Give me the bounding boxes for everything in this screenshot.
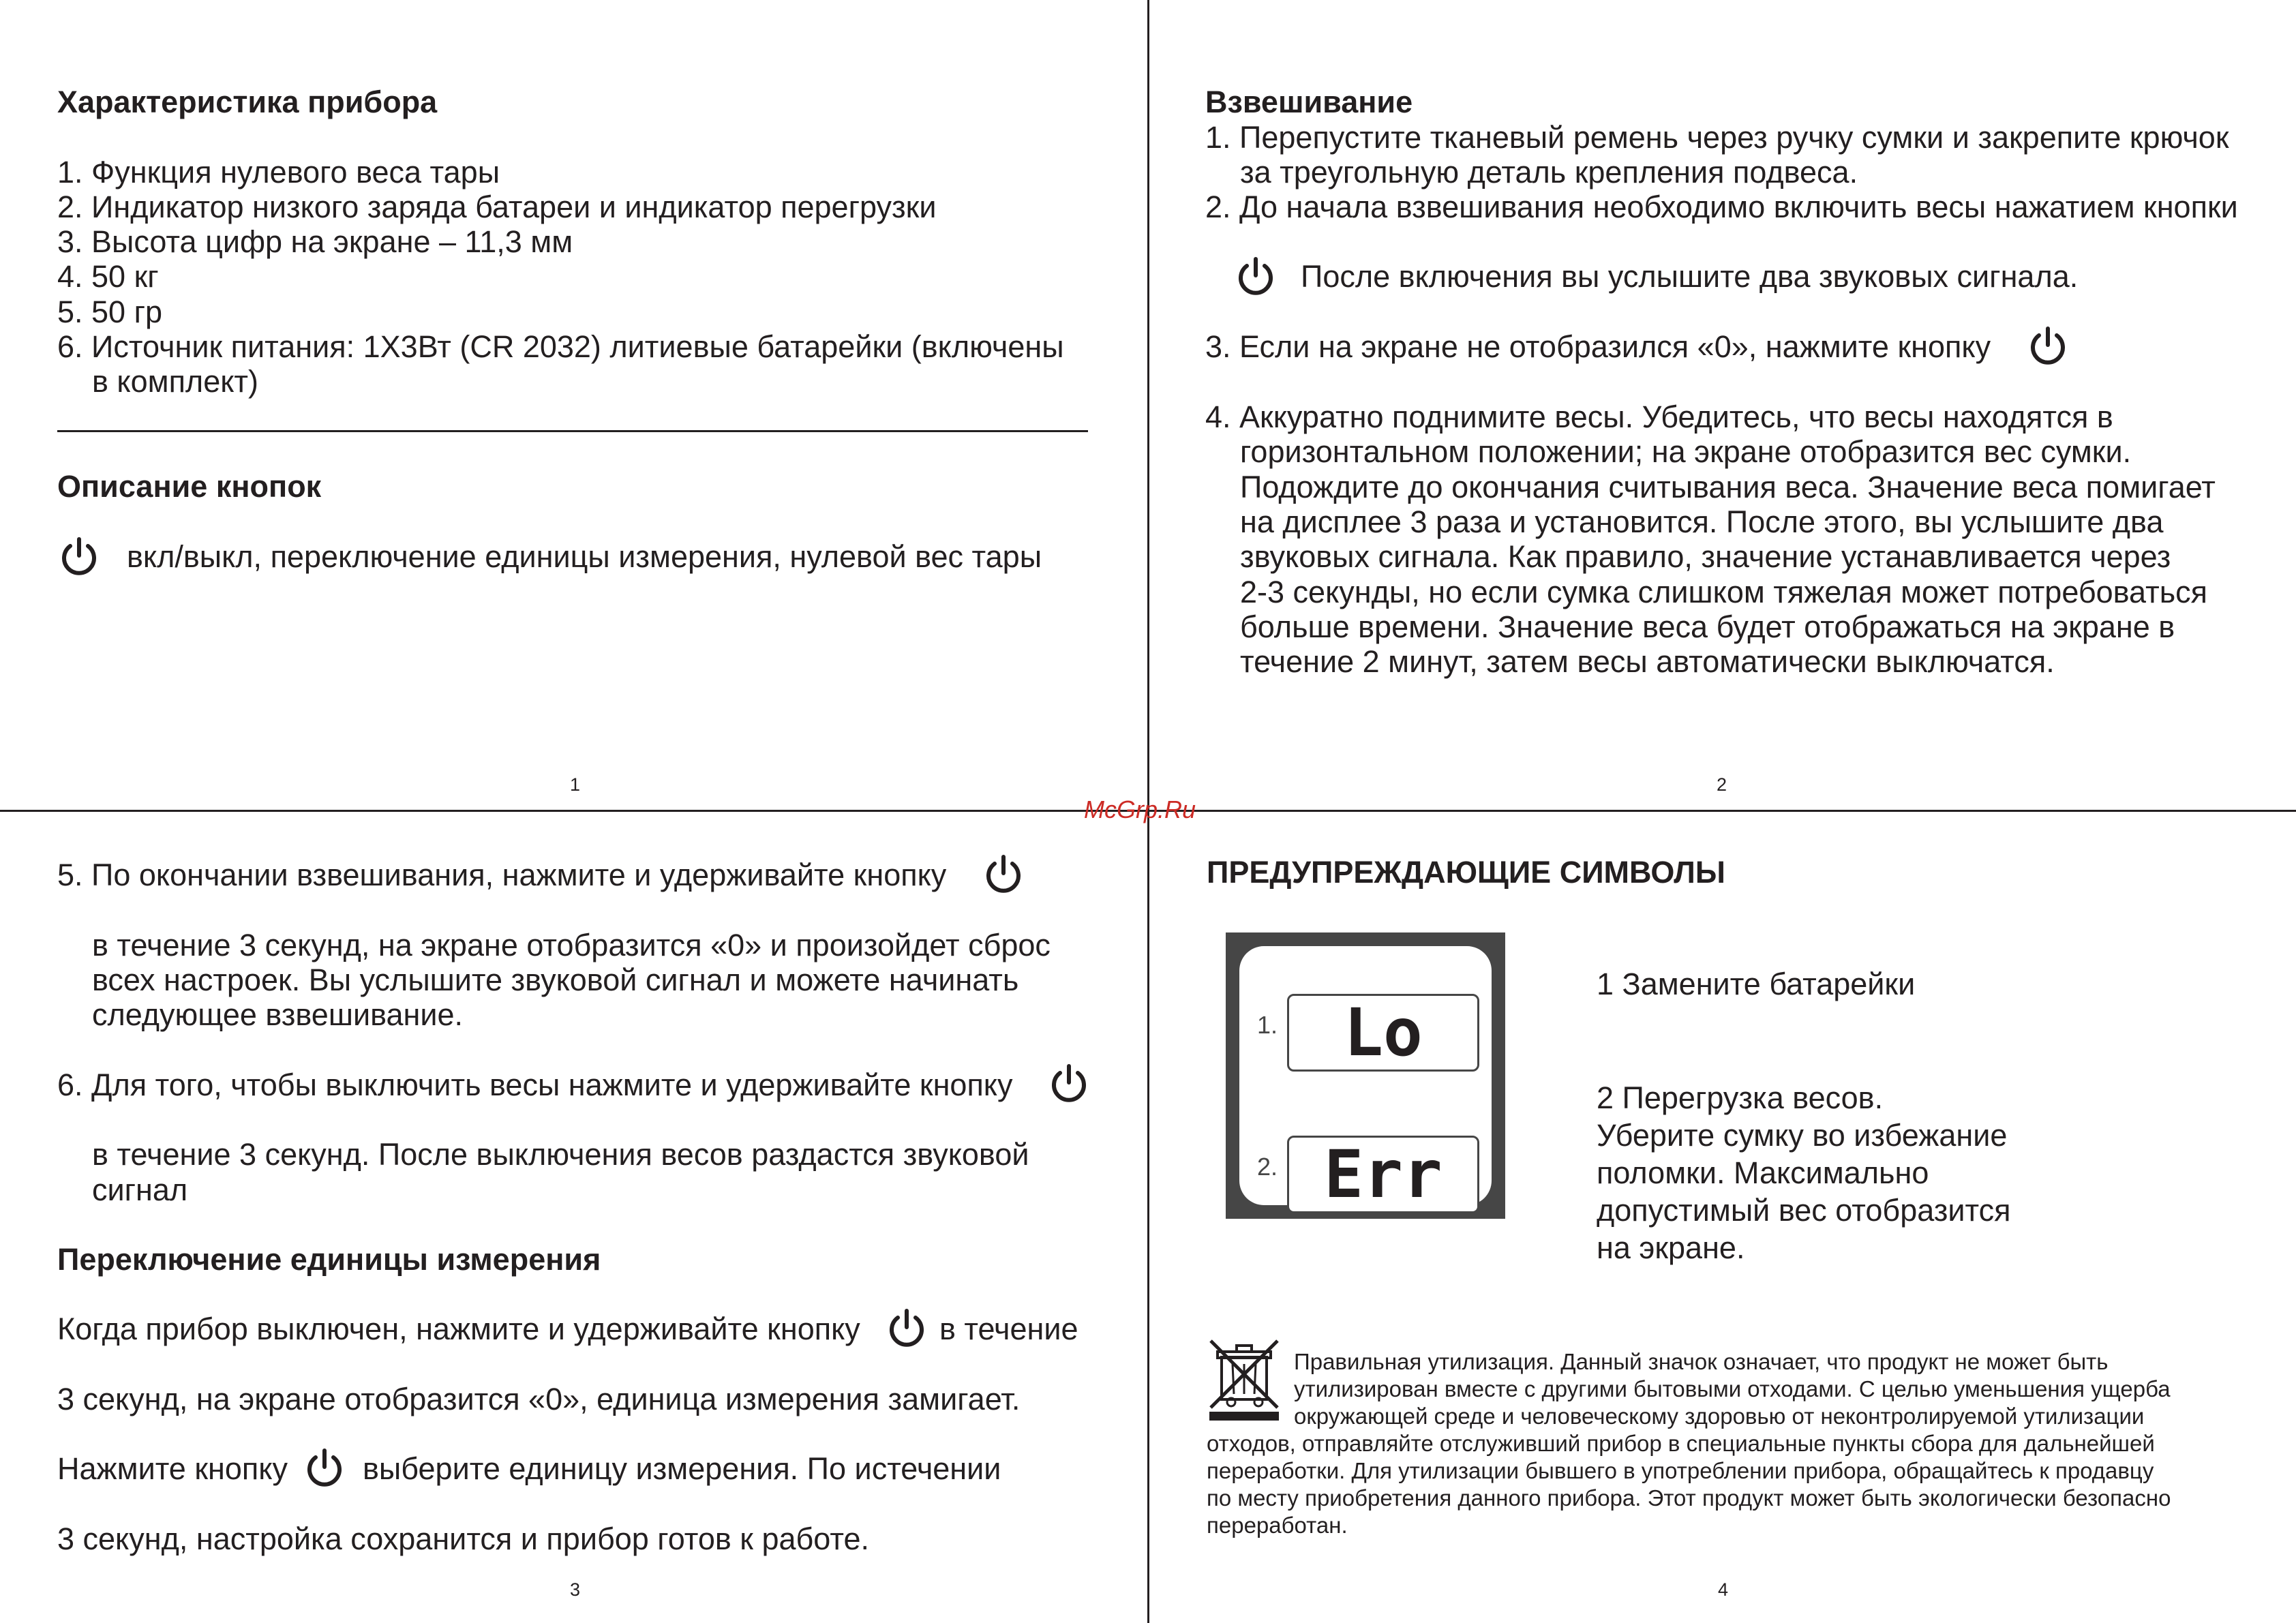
display-lo-screen bbox=[1287, 994, 1479, 1072]
display-1-number: 1. bbox=[1257, 1011, 1278, 1039]
power-icon bbox=[57, 535, 101, 579]
unit-line-4: 3 секунд, настройка сохранится и прибор готов к работе. bbox=[57, 1521, 869, 1556]
button-description: вкл/выкл, переключение единицы измерения, нулевой вес тары bbox=[127, 539, 1042, 574]
page-number-1: 1 bbox=[570, 774, 581, 795]
step-4-line-3: на дисплее 3 раза и установится. После этого, вы услышите два bbox=[1240, 504, 2164, 539]
power-icon bbox=[303, 1446, 346, 1490]
warning-2-line-5: на экране. bbox=[1597, 1230, 1745, 1265]
power-icon bbox=[885, 1307, 928, 1350]
page-number-4: 4 bbox=[1718, 1579, 1729, 1600]
unit-line-1a: Когда прибор выключен, нажмите и удерживайте кнопку bbox=[57, 1311, 860, 1346]
recycle-bin-icon bbox=[1207, 1337, 1282, 1423]
warning-2-line-3: поломки. Максимально bbox=[1597, 1155, 1929, 1190]
spec-item-6-cont: в комплект) bbox=[92, 364, 259, 399]
page-2-title: Взвешивание bbox=[1205, 85, 1413, 119]
step-4: 4. Аккуратно поднимите весы. Убедитесь, что весы находятся в bbox=[1205, 399, 2113, 434]
disposal-line-1: Правильная утилизация. Данный значок означает, что продукт не может быть bbox=[1294, 1349, 2109, 1374]
disposal-line-4: отходов, отправляйте отслуживший прибор в специальные пункты сбора для дальнейшей bbox=[1207, 1431, 2155, 1456]
power-icon bbox=[2026, 324, 2070, 368]
page-2 bbox=[1205, 0, 2269, 810]
display-2-number: 2. bbox=[1257, 1153, 1278, 1181]
step-6-line-2: сигнал bbox=[92, 1172, 188, 1207]
power-icon bbox=[982, 853, 1025, 896]
display-frame bbox=[1239, 946, 1492, 1213]
unit-line-2: 3 секунд, на экране отобразится «0», единица измерения замигает. bbox=[57, 1382, 1021, 1416]
page-4 bbox=[1207, 812, 2270, 1623]
disposal-line-7: переработан. bbox=[1207, 1513, 1348, 1538]
warning-2-line-4: допустимый вес отобразится bbox=[1597, 1193, 2011, 1228]
step-4-line-6: больше времени. Значение веса будет отображаться на экране в bbox=[1240, 609, 2175, 644]
warning-2-line-2: Уберите сумку во избежание bbox=[1597, 1118, 2008, 1153]
step-5-line-3: следующее взвешивание. bbox=[92, 997, 464, 1032]
page-3 bbox=[57, 812, 1107, 1623]
page-number-2: 2 bbox=[1717, 774, 1727, 795]
unit-line-3a: Нажмите кнопку bbox=[57, 1451, 288, 1486]
power-icon bbox=[1234, 255, 1278, 299]
step-3: 3. Если на экране не отобразился «0», нажмите кнопку bbox=[1205, 329, 1991, 364]
spec-item-1: 1. Функция нулевого веса тары bbox=[57, 155, 500, 189]
step-1: 1. Перепустите тканевый ремень через ручку сумки и закрепите крючок bbox=[1205, 120, 2229, 155]
step-4-line-2: Подождите до окончания считывания веса. Значение веса помигает bbox=[1240, 470, 2216, 504]
step-4-line-4: звуковых сигнала. Как правило, значение устанавливается через bbox=[1240, 539, 2171, 574]
spec-item-4: 4. 50 кг bbox=[57, 259, 159, 294]
section-rule bbox=[57, 430, 1088, 432]
buttons-title: Описание кнопок bbox=[57, 469, 322, 504]
unit-line-1b: в течение bbox=[939, 1311, 1078, 1346]
step-2: 2. До начала взвешивания необходимо включить весы нажатием кнопки bbox=[1205, 189, 2238, 224]
warning-1: 1 Замените батарейки bbox=[1597, 967, 1916, 1001]
page-1-title: Характеристика прибора bbox=[57, 85, 438, 119]
step-4-line-7: течение 2 минут, затем весы автоматически выключатся. bbox=[1240, 644, 2055, 679]
step-5: 5. По окончании взвешивания, нажмите и удерживайте кнопку bbox=[57, 858, 947, 892]
unit-switch-title: Переключение единицы измерения bbox=[57, 1242, 601, 1277]
watermark: McGrp.Ru bbox=[1084, 795, 1196, 823]
display-err-text: Err bbox=[1324, 1136, 1442, 1213]
warning-2-line-1: 2 Перегрузка весов. bbox=[1597, 1080, 1884, 1115]
page-number-3: 3 bbox=[570, 1579, 581, 1600]
display-illustration bbox=[1226, 932, 1505, 1219]
power-icon bbox=[1047, 1062, 1091, 1106]
step-1-cont: за треугольную деталь крепления подвеса. bbox=[1240, 155, 1858, 189]
page-1 bbox=[57, 0, 1107, 810]
step-2-note: После включения вы услышите два звуковых сигнала. bbox=[1301, 259, 2079, 294]
disposal-line-3: окружающей среде и человеческому здоровью от неконтролируемой утилизации bbox=[1294, 1404, 2145, 1429]
spec-item-2: 2. Индикатор низкого заряда батареи и индикатор перегрузки bbox=[57, 189, 937, 224]
step-6-line-1: в течение 3 секунд. После выключения весов раздастся звуковой bbox=[92, 1137, 1029, 1172]
unit-line-3b: выберите единицу измерения. По истечении bbox=[363, 1451, 1001, 1486]
display-lo-text: Lo bbox=[1344, 995, 1423, 1071]
step-5-line-2: всех настроек. Вы услышите звуковой сигнал и можете начинать bbox=[92, 962, 1019, 997]
spec-item-3: 3. Высота цифр на экране – 11,3 мм bbox=[57, 224, 573, 259]
spec-item-5: 5. 50 гр bbox=[57, 294, 163, 329]
spec-item-6: 6. Источник питания: 1Х3Вт (CR 2032) литиевые батарейки (включены bbox=[57, 329, 1064, 364]
step-4-line-5: 2-3 секунды, но если сумка слишком тяжелая может потребоваться bbox=[1240, 575, 2208, 609]
step-5-line-1: в течение 3 секунд, на экране отобразится «0» и произойдет сброс bbox=[92, 928, 1051, 962]
disposal-line-6: по месту приобретения данного прибора. Этот продукт может быть экологически безопасно bbox=[1207, 1485, 2171, 1511]
display-err-screen bbox=[1287, 1136, 1479, 1213]
disposal-line-2: утилизирован вместе с другими бытовыми отходами. С целью уменьшения ущерба bbox=[1294, 1376, 2171, 1401]
disposal-line-5: переработки. Для утилизации бывшего в употреблении прибора, обращайтесь к продавцу bbox=[1207, 1458, 2154, 1483]
step-4-line-1: горизонтальном положении; на экране отобразится вес сумки. bbox=[1240, 434, 2132, 469]
step-6: 6. Для того, чтобы выключить весы нажмите и удерживайте кнопку bbox=[57, 1067, 1013, 1102]
page-4-title: ПРЕДУПРЕЖДАЮЩИЕ СИМВОЛЫ bbox=[1207, 855, 1725, 890]
